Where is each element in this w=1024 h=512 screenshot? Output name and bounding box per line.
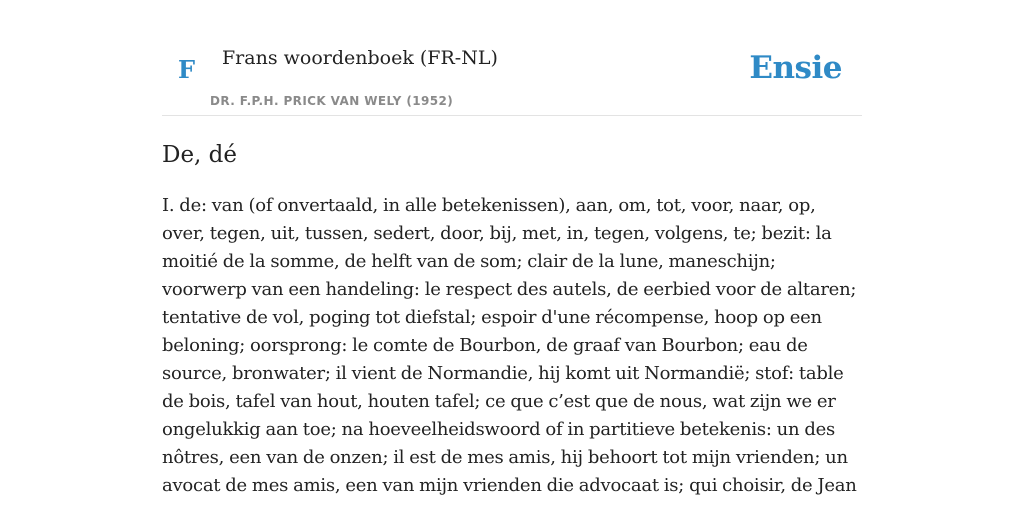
entry-title: De, dé — [162, 142, 238, 168]
source-letter-icon[interactable]: F — [178, 55, 196, 84]
source-header — [162, 0, 862, 116]
source-author: DR. F.P.H. PRICK VAN WELY (1952) — [210, 94, 454, 108]
source-title[interactable]: Frans woordenboek (FR-NL) — [222, 47, 498, 69]
ensie-logo[interactable]: Ensie — [749, 50, 842, 86]
entry-definition: I. de: van (of onvertaald, in alle betekenissen), aan, om, tot, voor, naar, op, over, tegen, uit, tussen, sedert, door, bij, met, in, tegen, volgens, te; bezit: la moitié de la somme, de helft van de som; clair de la lune, maneschijn; voorwerp van een handeling: le respect des autels, de eerbied voor de altaren; tentative de vol, poging tot diefstal; espoir d'une récompense, hoop op een beloning; oorsprong: le comte de Bourbon, de graaf van Bourbon; eau de source, bronwater; il vient de Normandie, hij komt uit Normandië; stof: table de bois, tafel van hout, houten tafel; ce que c’est que de nous, wat zijn we er ongelukkig aan toe; na hoeveelheidswoord of in partitieve betekenis: un des nôtres, een van de onzen; il est de mes amis, hij behoort tot mijn vrienden; un avocat de mes amis, een van mijn vrienden die advocaat is; qui choisir, de Jean — [162, 195, 857, 496]
dictionary-page — [162, 0, 862, 512]
